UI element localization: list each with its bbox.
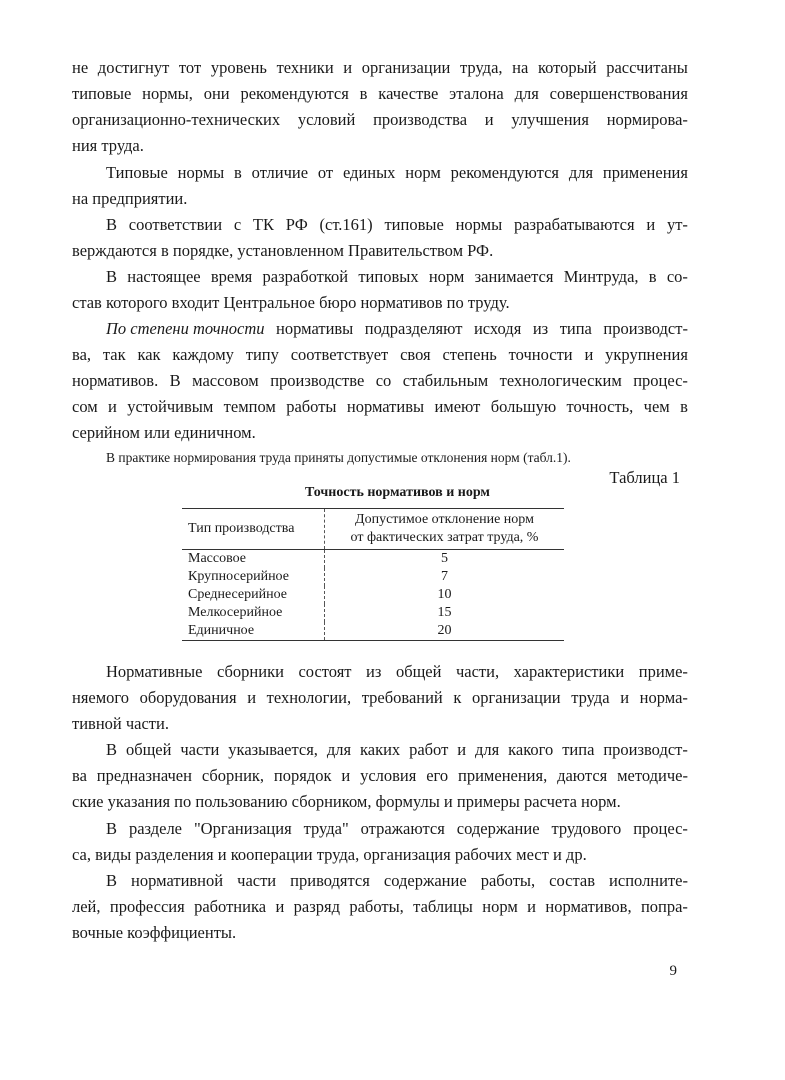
word: исходя	[473, 319, 522, 338]
word: таблицы	[413, 897, 473, 916]
paragraph-2-line-1	[106, 162, 688, 184]
word: общей	[125, 740, 172, 759]
word: для	[326, 740, 352, 759]
word: рассчитаны	[606, 58, 688, 77]
cell-production-type: Мелкосерийное	[182, 604, 325, 622]
word: и	[343, 58, 353, 77]
word: ва,	[72, 345, 92, 364]
table-row	[182, 568, 564, 586]
word: В	[106, 871, 118, 890]
paragraph-7-line-3: тивной части.	[72, 714, 169, 733]
word: характеристики	[513, 662, 625, 681]
word: и	[275, 897, 285, 916]
word: производстве	[270, 371, 365, 390]
word: настоящее	[127, 267, 201, 286]
word: работы,	[349, 897, 404, 916]
word: совершенствования	[549, 84, 688, 103]
word: нормативов.	[72, 371, 159, 390]
word: типа	[562, 740, 595, 759]
word: чем	[643, 397, 670, 416]
word: так	[102, 345, 126, 364]
word: время	[210, 267, 253, 286]
word: имеют	[434, 397, 481, 416]
paragraph-9-line-1	[106, 818, 688, 840]
word: норм	[428, 267, 465, 286]
word: и	[341, 766, 351, 785]
word: для	[514, 84, 539, 103]
paragraph-8-line-3: ские указания по пользованию сборником, формулы и примеры расчета норм.	[72, 792, 621, 811]
word: труда,	[460, 58, 503, 77]
word: норм	[405, 163, 441, 182]
word: рекомендуются	[240, 84, 349, 103]
paragraph-5-line-4	[72, 396, 688, 418]
cell-production-type: Единичное	[182, 622, 325, 641]
word: и	[584, 345, 594, 364]
word: условий	[297, 110, 356, 129]
word: как	[137, 345, 161, 364]
word: и	[457, 740, 467, 759]
word: В	[106, 215, 118, 234]
word: состав	[549, 871, 596, 890]
cell-deviation-value: 10	[437, 587, 452, 602]
word: сборник,	[201, 766, 265, 785]
word: каждому	[172, 345, 234, 364]
word: не	[72, 58, 89, 77]
word: отличие	[251, 163, 309, 182]
word: типу	[245, 345, 279, 364]
word: сом	[72, 397, 98, 416]
word: единых	[342, 163, 396, 182]
word: с	[233, 215, 242, 234]
word: достигнут	[97, 58, 170, 77]
word: части	[237, 871, 277, 890]
paragraph-5-line-1	[106, 318, 688, 340]
paragraph-5-line-2	[72, 344, 688, 366]
table-title: Точность нормативов и норм	[305, 485, 490, 500]
word: содержание	[383, 871, 467, 890]
word: условия	[360, 766, 417, 785]
word: процес-	[633, 819, 688, 838]
word: сборники	[217, 662, 284, 681]
word: применения	[602, 163, 688, 182]
cell-production-type: Крупносерийное	[182, 568, 325, 586]
word: со	[375, 371, 392, 390]
paragraph-10-line-3: вочные коэффициенты.	[72, 923, 237, 942]
word: и	[247, 688, 257, 707]
paragraph-4-line-2: став которого входит Центральное бюро нормативов по труду.	[72, 293, 510, 312]
word: няемого	[72, 688, 130, 707]
word: приводятся	[290, 871, 370, 890]
paragraph-2-line-2: на предприятии.	[72, 189, 188, 208]
word: нормативной	[131, 871, 224, 890]
word: его	[426, 766, 449, 785]
word: Минтруда,	[563, 267, 639, 286]
header-allowed-deviation	[325, 509, 565, 550]
word: общей	[395, 662, 442, 681]
word: для	[568, 163, 594, 182]
page-number: 9	[669, 963, 677, 979]
word: для	[475, 740, 500, 759]
word: технологии,	[266, 688, 352, 707]
paragraph-8-line-2	[72, 765, 688, 787]
word: разряд	[293, 897, 340, 916]
word: работника	[194, 897, 267, 916]
word: типовые	[384, 215, 444, 234]
word: стабильным	[402, 371, 489, 390]
word: от	[317, 163, 334, 182]
word: предназначен	[96, 766, 192, 785]
word: разделе	[128, 819, 183, 838]
word: из	[532, 319, 549, 338]
word: содержание	[456, 819, 540, 838]
table-caption: Таблица 1	[609, 468, 680, 487]
word: нормативов,	[545, 897, 632, 916]
word: указывается,	[228, 740, 318, 759]
word: разрабатываются	[513, 215, 635, 234]
word: тот	[178, 58, 202, 77]
word: устойчивым	[127, 397, 214, 416]
cell-deviation-value: 15	[437, 605, 452, 620]
cell-production-type: Массовое	[182, 550, 325, 569]
word: улучшения	[511, 110, 589, 129]
word: подразделяют	[364, 319, 463, 338]
paragraph-1-line-2	[72, 83, 688, 105]
word: В	[106, 819, 118, 838]
word: качестве	[378, 84, 439, 103]
word: и	[620, 688, 630, 707]
word: ТК	[252, 215, 275, 234]
word: (ст.161)	[319, 215, 373, 234]
word: массовом	[192, 371, 259, 390]
table-header-row	[182, 509, 564, 550]
word: большую	[490, 397, 557, 416]
table-row	[182, 586, 564, 604]
word: оборудования	[139, 688, 237, 707]
word: организации	[361, 58, 451, 77]
paragraph-7-line-2	[72, 687, 688, 709]
word: рекомендуются	[450, 163, 559, 182]
word: порядок	[273, 766, 332, 785]
word: работы,	[480, 871, 536, 890]
word: своя	[400, 345, 431, 364]
cell-deviation-value: 7	[441, 569, 448, 584]
paragraph-10-line-2	[72, 896, 688, 918]
word: норм	[482, 897, 518, 916]
word: отражаются	[360, 819, 445, 838]
word: и	[484, 110, 494, 129]
word: работы	[286, 397, 337, 416]
word: точность,	[566, 397, 634, 416]
word: в	[648, 267, 657, 286]
word: соответствует	[290, 345, 389, 364]
word: требований	[361, 688, 443, 707]
word: труда"	[303, 819, 349, 838]
paragraph-1-line-4: ния труда.	[72, 136, 144, 155]
paragraph-4-line-1	[106, 266, 688, 288]
word: и	[646, 215, 656, 234]
word: производст-	[603, 740, 688, 759]
word: и	[108, 397, 117, 416]
word: из	[366, 662, 382, 681]
word: лей,	[72, 897, 101, 916]
word: уровень	[210, 58, 267, 77]
word: В	[106, 740, 118, 759]
word: ва	[72, 766, 87, 785]
word: соответствии	[128, 215, 223, 234]
emphasis-precision: По степени точности	[106, 319, 265, 338]
paragraph-7-line-1	[106, 661, 688, 683]
cell-deviation-value: 20	[437, 623, 452, 638]
word: труда	[571, 688, 610, 707]
word: Типовые	[106, 163, 168, 182]
word: организации	[472, 688, 561, 707]
word: нормы	[455, 215, 503, 234]
cell-production-type: Среднесерийное	[182, 586, 325, 604]
word: занимается	[474, 267, 554, 286]
word: техники	[276, 58, 334, 77]
word: РФ	[285, 215, 308, 234]
word: технологическим	[499, 371, 622, 390]
word: профессия	[109, 897, 185, 916]
header-production-type: Тип производства	[182, 509, 325, 550]
word: темпом	[223, 397, 276, 416]
word: в	[680, 397, 688, 416]
word: степень	[442, 345, 497, 364]
paragraph-10-line-1	[106, 870, 688, 892]
word: производст-	[603, 319, 688, 338]
word: норма-	[639, 688, 688, 707]
word: разработкой	[262, 267, 349, 286]
word: точности	[508, 345, 573, 364]
word: нормы	[177, 163, 225, 182]
word: попра-	[640, 897, 688, 916]
word: каких	[359, 740, 401, 759]
word: процес-	[633, 371, 688, 390]
word: типовые	[72, 84, 132, 103]
paragraph-5-line-5: серийном или единичном.	[72, 423, 256, 442]
word: ут-	[666, 215, 688, 234]
header-deviation-line-2: от фактических затрат труда, %	[350, 530, 539, 545]
paragraph-9-line-2: са, виды разделения и кооперации труда, организация рабочих мест и др.	[72, 845, 587, 864]
table-row	[182, 604, 564, 622]
word: производства	[373, 110, 468, 129]
paragraph-3-line-1	[106, 214, 688, 236]
word: методиче-	[617, 766, 688, 785]
word: в	[234, 163, 242, 182]
word: нормирова-	[606, 110, 688, 129]
header-deviation-line-1: Допустимое отклонение норм	[355, 512, 534, 527]
word: типовых	[358, 267, 419, 286]
paragraph-6: В практике нормирования труда приняты допустимые отклонения норм (табл.1).	[106, 450, 571, 465]
word: нормы,	[142, 84, 193, 103]
word: Нормативные	[106, 662, 203, 681]
word: типа	[559, 319, 592, 338]
word: к	[453, 688, 462, 707]
word: на	[512, 58, 529, 77]
word: нормативы	[346, 397, 425, 416]
table-row	[182, 622, 564, 641]
word: который	[537, 58, 597, 77]
word: в	[359, 84, 368, 103]
word: приме-	[638, 662, 688, 681]
word: состоят	[298, 662, 352, 681]
paragraph-8-line-1	[106, 739, 688, 761]
paragraph-5-line-3	[72, 370, 688, 392]
paragraph-1-line-3	[72, 109, 688, 131]
word: В	[106, 267, 118, 286]
word: "Организация	[193, 819, 292, 838]
word: и	[527, 897, 536, 916]
word: части	[180, 740, 220, 759]
word: части,	[455, 662, 500, 681]
word: эталона	[449, 84, 504, 103]
word: организационно-технических	[72, 110, 281, 129]
word: укрупнения	[605, 345, 688, 364]
paragraph-1-line-1	[72, 57, 688, 79]
cell-deviation-value: 5	[441, 551, 448, 566]
word: со-	[666, 267, 688, 286]
paragraph-3-line-2: верждаются в порядке, установленном Правительством РФ.	[72, 241, 494, 260]
word: какого	[508, 740, 554, 759]
word: они	[203, 84, 230, 103]
word: исполните-	[609, 871, 688, 890]
word: даются	[557, 766, 608, 785]
table-row	[182, 550, 564, 569]
word: работ	[409, 740, 449, 759]
word: применения,	[458, 766, 548, 785]
word: В	[169, 371, 181, 390]
word: трудового	[551, 819, 622, 838]
word: нормативы	[276, 319, 354, 338]
norms-table	[182, 508, 564, 641]
